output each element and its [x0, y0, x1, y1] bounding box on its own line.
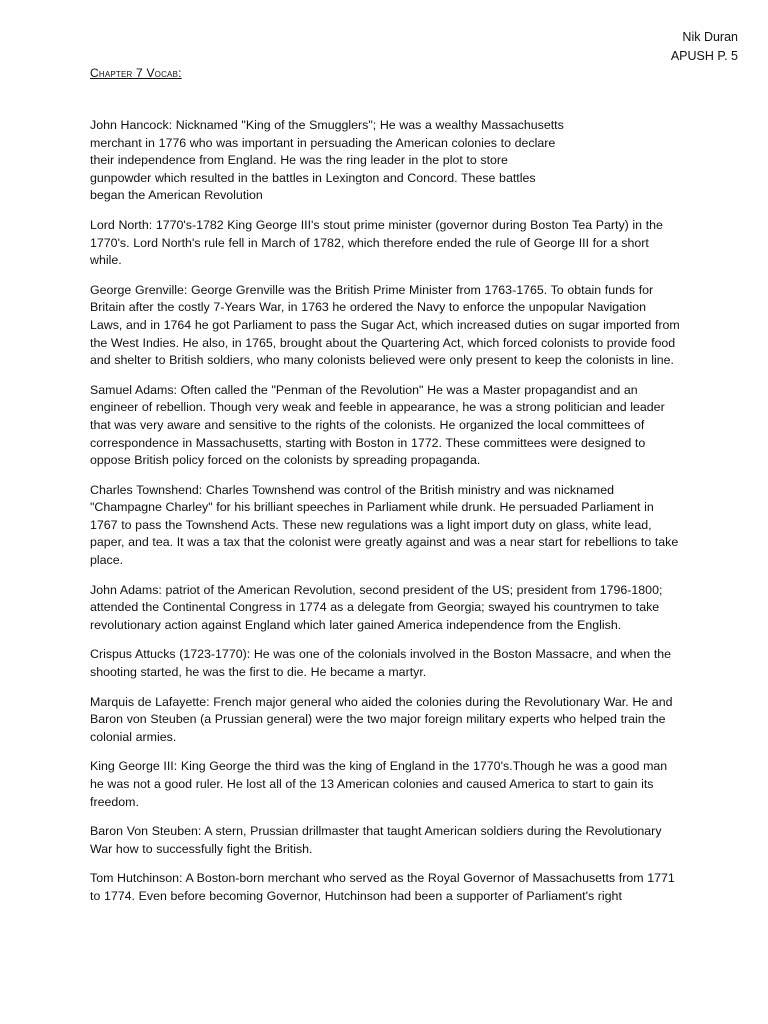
vocab-entry-lord-north: Lord North: 1770's-1782 King George III's stout prime minister (governor during Boston Tea Party) in the 1770's. Lord North's rule fell in March of 1782, which therefore ended the rule of George III for a short while.	[90, 217, 663, 268]
vocab-entry-tom-hutchinson: Tom Hutchinson: A Boston-born merchant who served as the Royal Governor of Massachusetts from 1771 to 1774. Even before becoming Governor, Hutchinson had been a supporter of Parliament's right	[90, 871, 675, 903]
vocab-entry-king-george-iii: King George III: King George the third was the king of England in the 1770's.Though he was a good man he was not a good ruler. He lost all of the 13 American colonies and caused America to start to gain its freedom.	[90, 759, 668, 809]
vocab-entry-crispus-attucks: Crispus Attucks (1723-1770): He was one of the colonials involved in the Boston Massacre, and when the shooting started, he was the first to die. He became a martyr.	[90, 647, 672, 680]
vocab-entry-charles-townshend: Charles Townshend: Charles Townshend was control of the British ministry and was nicknamed "Champagne Charley" for his brilliant speeches in Parliament while drunk. He persuaded Parliament in 1767 to pass the Townshend Acts. These new regulations was a light import duty on glass, white lead, paper, and tea. It was a tax that the colonist were greatly against and was a near start for rebellions to take place.	[90, 482, 679, 568]
class-period: APUSH P. 5	[670, 49, 738, 63]
vocab-entry-john-hancock: John Hancock: Nicknamed "King of the Smugglers"; He was a wealthy Massachusetts merchant in 1776 who was important in persuading the American colonies to declare their independence from England. He was the ring leader in the plot to store gunpowder which resulted in the battles in Lexington and Concord. These battles began the American Revolution	[90, 118, 564, 203]
vocab-entry-george-grenville: George Grenville: George Grenville was the British Prime Minister from 1763-1765. To obtain funds for Britain after the costly 7-Years War, in 1763 he ordered the Navy to enforce the unpopular Navigation Laws, and in 1764 he got Parliament to pass the Sugar Act, which increased duties on sugar imported from the West Indies. He also, in 1765, brought about the Quartering Act, which forced colonists to provide food and shelter to British soldiers, who many colonists believed were only present to keep the colonists in line.	[90, 282, 680, 368]
author-name: Nik Duran	[682, 30, 738, 44]
vocab-entry-john-adams: John Adams: patriot of the American Revolution, second president of the US; president from 1796-1800; attended the Continental Congress in 1774 as a delegate from Georgia; swayed his countrymen to take revolutionary action against England which later gained America independence from the English.	[90, 582, 663, 632]
header-block	[671, 28, 738, 66]
vocab-entry-baron-von-steuben: Baron Von Steuben: A stern, Prussian drillmaster that taught American soldiers during the Revolutionary War how to successfully fight the British.	[90, 824, 662, 856]
vocab-list	[90, 117, 682, 918]
vocab-entry-samuel-adams: Samuel Adams: Often called the "Penman of the Revolution" He was a Master propagandist and an engineer of rebellion. Though very weak and feeble in appearance, he was a strong politician and leader that was very aware and sensitive to the rights of the colonists. He organized the local committees of correspondence in Massachusetts, starting with Boston in 1772. These committees were designed to oppose British policy forced on the colonists by spreading propaganda.	[90, 382, 665, 468]
chapter-title: Chapter 7 Vocab:	[90, 66, 182, 80]
vocab-entry-marquis-de-lafayette: Marquis de Lafayette: French major general who aided the colonies during the Revolutionary War. He and Baron von Steuben (a Prussian general) were the two major foreign military experts who helped train the colonial armies.	[90, 694, 673, 744]
